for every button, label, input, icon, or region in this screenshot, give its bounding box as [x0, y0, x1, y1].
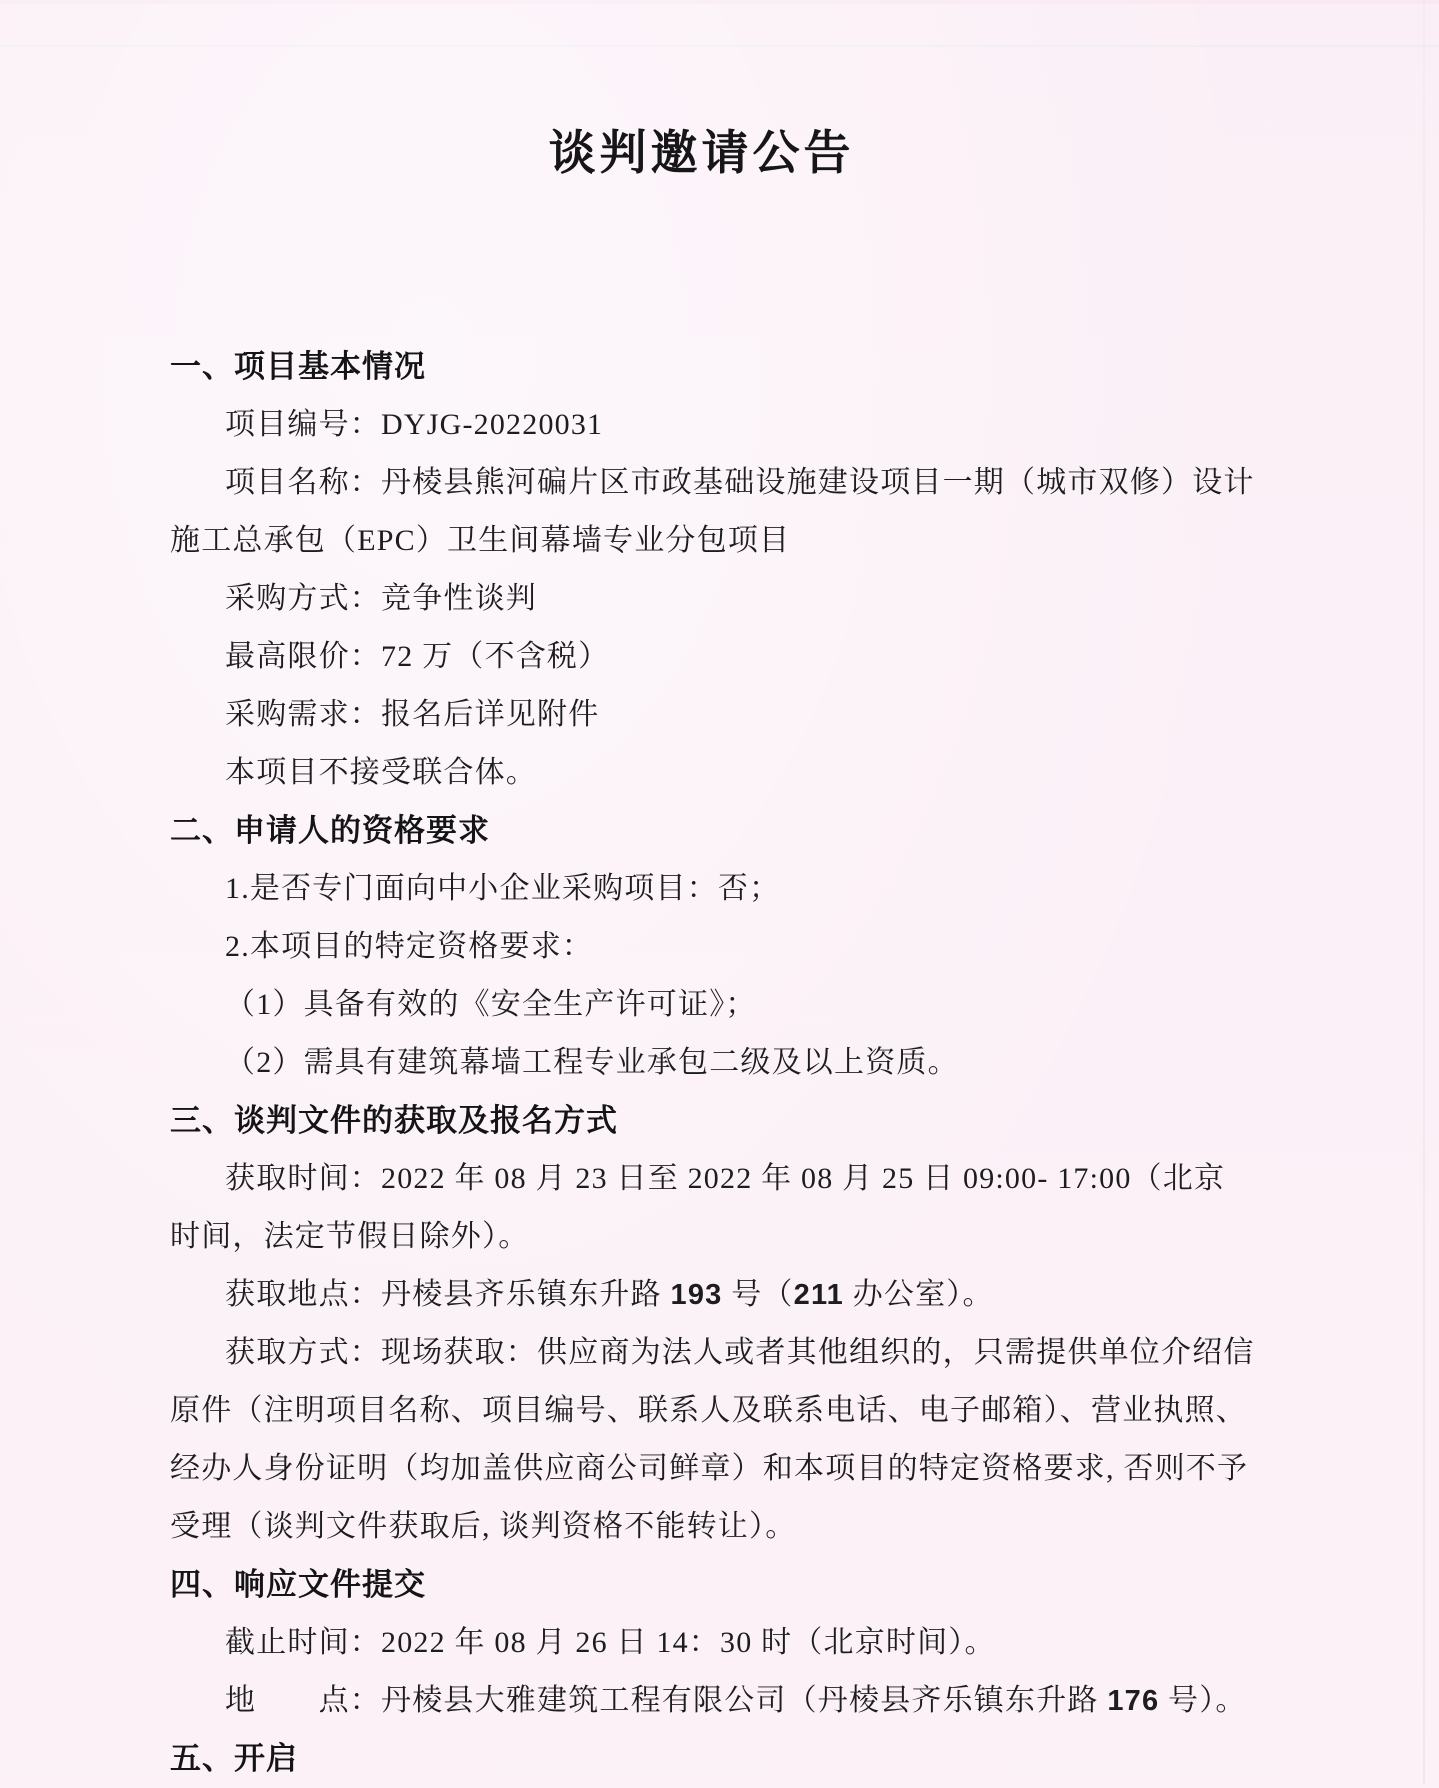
section-heading-1: 一、项目基本情况: [170, 349, 426, 384]
doc-line-procurement-method: 采购方式：竞争性谈判: [225, 582, 537, 615]
doc-line-sme-question: 1.是否专门面向中小企业采购项目：否；: [225, 872, 781, 905]
doc-line-obtain-time-cont: 时间，法定节假日除外）。: [170, 1220, 530, 1253]
doc-line-project-name-cont: 施工总承包（EPC）卫生间幕墙专业分包项目: [170, 524, 791, 557]
doc-line-obtain-method-cont-1: 原件（注明项目名称、项目编号、联系人及联系电话、电子邮箱）、营业执照、: [170, 1394, 1247, 1427]
doc-line-qualification-2: （2）需具有建筑幕墙工程专业承包二级及以上资质。: [225, 1046, 959, 1079]
doc-line-obtain-place: [170, 1266, 1289, 1324]
text-run: 号（: [722, 1278, 794, 1311]
doc-line-obtain-time: 获取时间：2022 年 08 月 23 日至 2022 年 08 月 25 日 09:00- 17:00（北京: [225, 1162, 1226, 1195]
doc-line-procurement-demand: 采购需求：报名后详见附件: [225, 698, 600, 731]
section-heading-3: 三、谈判文件的获取及报名方式: [170, 1103, 618, 1138]
doc-line-obtain-method: 获取方式：现场获取：供应商为法人或者其他组织的，只需提供单位介绍信: [225, 1336, 1255, 1369]
doc-line-obtain-method-cont-3: 受理（谈判文件获取后, 谈判资格不能转让）。: [170, 1510, 797, 1543]
text-run-bold: 211: [793, 1279, 844, 1311]
doc-line-max-price: 最高限价：72 万（不含税）: [225, 640, 610, 673]
doc-line-deadline: 截止时间：2022 年 08 月 26 日 14：30 时（北京时间）。: [225, 1626, 996, 1659]
text-run: 办公室）。: [844, 1278, 994, 1311]
doc-line-specific-qualification: 2.本项目的特定资格要求：: [225, 930, 594, 963]
text-run-bold: 193: [670, 1279, 723, 1311]
section-heading-4: 四、响应文件提交: [170, 1567, 426, 1602]
text-run: 获取地点：丹棱县齐乐镇东升路: [225, 1278, 671, 1311]
doc-line-no-consortium: 本项目不接受联合体。: [225, 756, 537, 789]
doc-line-project-number: 项目编号：DYJG-20220031: [225, 408, 604, 441]
section-heading-5: 五、开启: [170, 1741, 298, 1776]
page-title: 谈判邀请公告: [548, 128, 855, 180]
text-run: 地 点：丹棱县大雅建筑工程有限公司（丹棱县齐乐镇东升路: [225, 1684, 1108, 1717]
text-run-bold: 176: [1107, 1685, 1160, 1717]
text-run: 号）。: [1159, 1684, 1247, 1717]
section-heading-2: 二、申请人的资格要求: [170, 813, 490, 848]
doc-line-project-name: 项目名称：丹棱县熊河碥片区市政基础设施建设项目一期（城市双修）设计: [225, 466, 1255, 499]
doc-line-qualification-1: （1）具备有效的《安全生产许可证》；: [225, 988, 757, 1021]
doc-line-submit-place: [170, 1672, 1289, 1730]
doc-line-obtain-method-cont-2: 经办人身份证明（均加盖供应商公司鲜章）和本项目的特定资格要求, 否则不予: [170, 1452, 1249, 1485]
